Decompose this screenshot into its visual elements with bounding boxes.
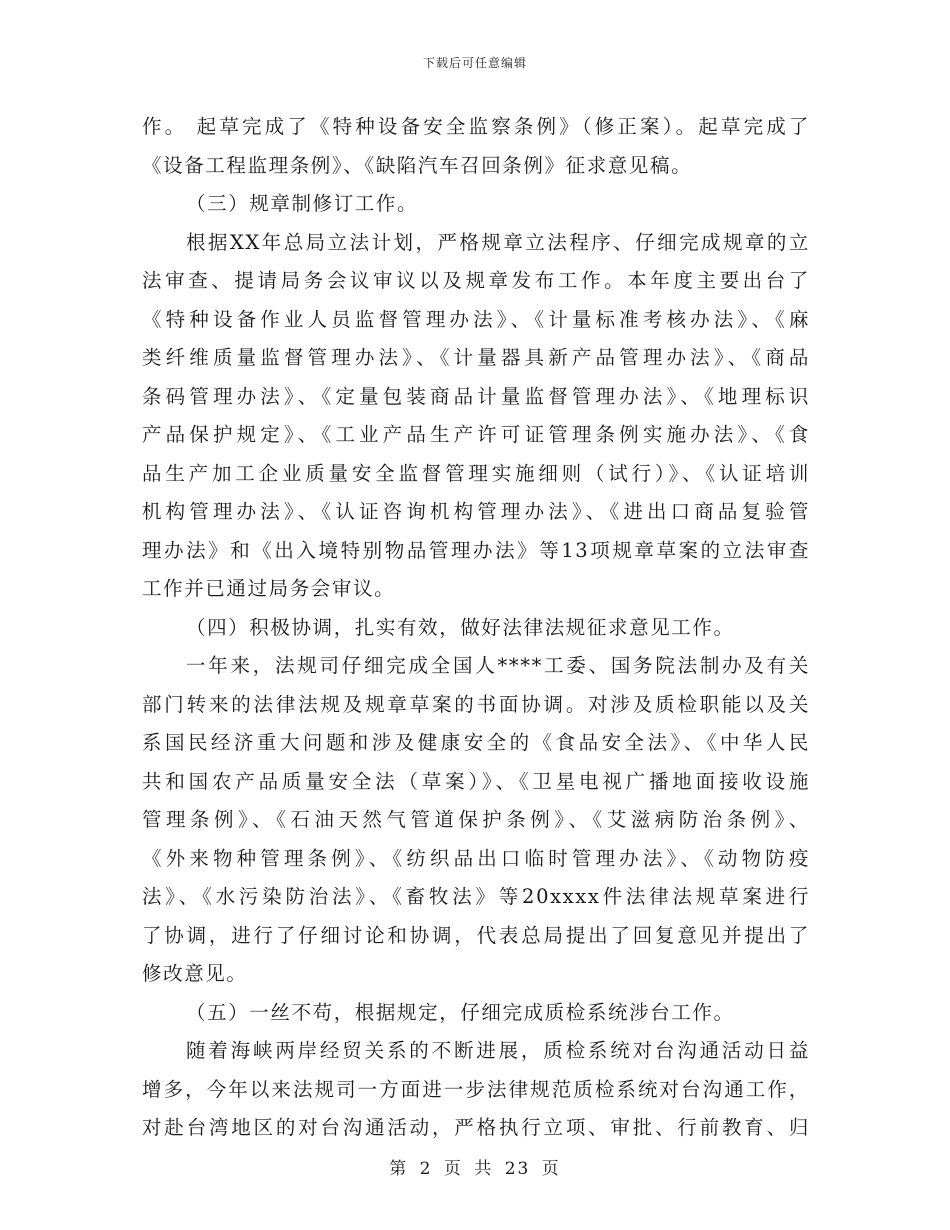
page-number: 第 2 页 共 23 页 xyxy=(389,1159,561,1179)
body-line: 产品保护规定》、《工业产品生产许可证管理条例实施办法》、《食 xyxy=(142,423,810,446)
body-line: 随着海峡两岸经贸关系的不断进展，质检系统对台沟通活动日益 xyxy=(186,1039,810,1062)
body-line: 了协调，进行了仔细讨论和协调，代表总局提出了回复意见并提出了 xyxy=(142,923,810,947)
body-line: 对赴台湾地区的对台沟通活动，严格执行立项、审批、行前教育、归 xyxy=(142,1116,810,1139)
body-line: 共和国农产品质量安全法（草案）》、《卫星电视广播地面接收设施 xyxy=(142,769,810,793)
body-line: 类纤维质量监督管理办法》、《计量器具新产品管理办法》、《商品 xyxy=(142,346,810,369)
body-line: 修改意见。 xyxy=(142,962,248,985)
body-line: 品生产加工企业质量安全监督管理实施细则（试行）》、《认证培训 xyxy=(142,461,810,485)
body-line: 理办法》和《出入境特别物品管理办法》等13项规章草案的立法审查 xyxy=(142,538,810,562)
section-heading: （四）积极协调，扎实有效，做好法律法规征求意见工作。 xyxy=(186,615,735,639)
body-line: 系国民经济重大问题和涉及健康安全的《食品安全法》、《中华人民 xyxy=(142,731,810,754)
body-line: 《特种设备作业人员监督管理办法》、《计量标准考核办法》、《麻 xyxy=(142,307,810,331)
body-line: 根据XX年总局立法计划，严格规章立法程序、仔细完成规章的立 xyxy=(186,230,810,254)
body-line: 部门转来的法律法规及规章草案的书面协调。对涉及质检职能以及关 xyxy=(142,692,810,716)
body-line: 管理条例》、《石油天然气管道保护条例》、《艾滋病防治条例》、 xyxy=(142,808,810,831)
body-line: 增多，今年以来法规司一方面进一步法律规范质检系统对台沟通工作， xyxy=(142,1077,810,1101)
body-line: 一年来，法规司仔细完成全国人****工委、国务院法制办及有关 xyxy=(186,654,810,677)
body-line: 法审查、提请局务会议审议以及规章发布工作。本年度主要出台了 xyxy=(142,269,810,292)
section-heading: （五）一丝不苟，根据规定，仔细完成质检系统涉台工作。 xyxy=(186,1000,735,1024)
document-body xyxy=(142,108,810,1148)
body-line: 《外来物种管理条例》、《纺织品出口临时管理办法》、《动物防疫 xyxy=(142,846,810,870)
body-line: 工作并已通过局务会审议。 xyxy=(142,577,396,600)
page-header: 下载后可任意编辑 xyxy=(422,56,527,70)
body-line: 作。 起草完成了《特种设备安全监察条例》（修正案）。起草完成了 xyxy=(142,115,810,138)
body-line: 法》、《水污染防治法》、《畜牧法》等20xxxx件法律法规草案进行 xyxy=(142,885,810,908)
body-line: 条码管理办法》、《定量包装商品计量监督管理办法》、《地理标识 xyxy=(142,384,810,408)
body-line: 《设备工程监理条例》、《缺陷汽车召回条例》征求意见稿。 xyxy=(142,153,693,177)
body-line: 机构管理办法》、《认证咨询机构管理办法》、《进出口商品复验管 xyxy=(142,500,810,523)
section-heading: （三）规章制修订工作。 xyxy=(186,192,419,215)
